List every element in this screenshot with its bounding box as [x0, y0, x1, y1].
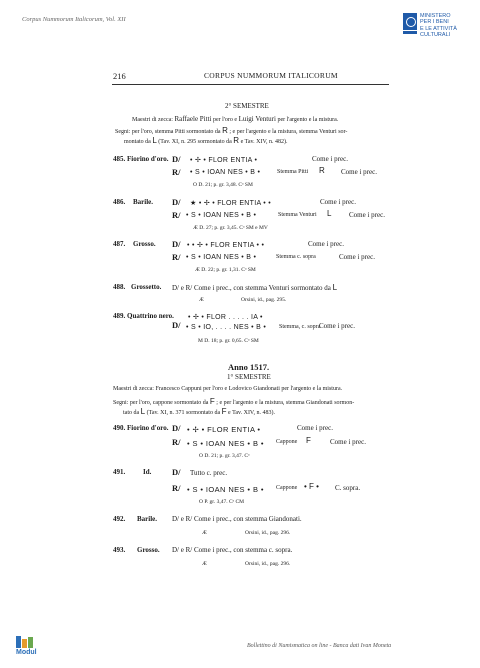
page-number: 216 [113, 71, 126, 81]
reverse-mark: L [327, 209, 332, 218]
entry-492-text: D/ e R/ Come i prec., con stemma Giandonati. [172, 515, 302, 523]
reverse-mark: R [319, 166, 325, 175]
reverse-note: Stemma Pitti [277, 169, 309, 175]
year-masters: Maestri di zecca: Francesco Cappuni per l'oro e Lodovico Giandonati per l'argento e la mistura. [113, 386, 343, 392]
signs-text: ; e per l'argento e la mistura, stemma Venturi sor- [229, 129, 348, 135]
coin-meta: O P. gr. 3,47. Cᵃ CM [199, 499, 245, 505]
entry-489 [113, 312, 174, 320]
signs-text: e Tav. XIV, n. 483). [228, 410, 275, 416]
obverse-note: Come i prec. [312, 155, 348, 163]
obverse-glyph: D/ [172, 423, 181, 433]
logo-line: CULTURALI [420, 31, 451, 38]
coin-metal: Æ [202, 561, 207, 567]
entry-number: 488. [113, 283, 126, 291]
reverse-glyph: R/ [172, 167, 181, 177]
year-title: Anno 1517. [228, 362, 270, 372]
coin-name: Fiorino d'oro. [127, 155, 169, 163]
coin-reference: Orsini, id., pag. 295. [241, 297, 287, 303]
sign-mark: L [152, 136, 157, 145]
footer-caption: Bollettino di Numismatica on line - Banca dati Ivan Moneta [247, 643, 392, 649]
entry-485 [113, 155, 168, 163]
sign-mark: F [209, 397, 215, 406]
sign-mark: F [221, 407, 227, 416]
coin-meta: Æ D. 27; p. gr. 3,45. Cᵃ SM e MV [193, 225, 268, 231]
obverse-note: Come i prec. [297, 424, 333, 432]
sign-mark: R [222, 126, 228, 135]
coin-name: Grossetto. [131, 283, 162, 291]
reverse-glyph: R/ [172, 252, 181, 262]
entry-493-text: D/ e R/ Come i prec., con stemma c. sopra. [172, 546, 293, 554]
signs-text: (Tav. XI, n. 371 sormontato da [146, 410, 221, 416]
entry-number: 486. [113, 198, 126, 206]
masters-text: per l'argento e la mistura. [277, 117, 339, 123]
entry-number: 485. [113, 155, 126, 163]
coin-name: Fiorino d'oro. [127, 424, 169, 432]
coin-name: Quattrino nero. [127, 312, 174, 320]
masters-line [132, 115, 338, 123]
signs-text: tato da [123, 410, 140, 416]
logo-band [403, 31, 417, 34]
year-semester: 1° SEMESTRE [227, 373, 271, 381]
reverse-legend: • S • IOAN NES • B • [186, 212, 257, 219]
sign-mark: L [332, 283, 338, 292]
logo-line: MINISTERO [420, 13, 451, 19]
reverse-note: Cappone [276, 439, 298, 445]
signs-text: ; e per l'argento e la mistura, stemma Giandonati sormon- [216, 400, 355, 406]
coin-meta: M D. 18; p. gr. 0,65. Cᵃ SM [198, 338, 259, 344]
obverse-note: Come i prec. [308, 240, 344, 248]
logo-text: Modul [16, 649, 37, 656]
entry-number: 490. [113, 424, 126, 432]
entry-number: 491. [113, 468, 126, 476]
signs-text: montato da [124, 139, 151, 145]
coin-metal: Æ [199, 297, 204, 303]
reverse-legend: • S • IOAN NES • B • [186, 254, 257, 261]
reverse-note-2: Come i prec. [349, 211, 385, 219]
reverse-note-2: Come i prec. [339, 253, 375, 261]
signs-text: Segni: per l'oro, stemma Pitti sormontato da [115, 129, 221, 135]
masters-label: Maestri di zecca: [132, 117, 173, 123]
entry-text: D/ e R/ Come i prec., con stemma Venturi sormontato da [172, 284, 331, 292]
coin-meta: Æ D. 22; p. gr. 1,31. Cᵃ SM [195, 267, 256, 273]
header-rule [112, 84, 389, 85]
coin-reference: Orsini, id., pag. 296. [245, 530, 291, 536]
signs-line-1 [115, 126, 347, 135]
reverse-glyph: R/ [172, 437, 181, 447]
reverse-note: Stemma Venturi [278, 212, 317, 218]
sign-mark: L [140, 407, 146, 416]
master-name: Raffaele Pitti [174, 115, 212, 123]
coin-name: Id. [143, 468, 152, 476]
obverse-legend: • ✢ • FLOR ENTIA • [190, 157, 258, 164]
journal-title: Corpus Nummorum Italicorum, Vol. XII [22, 16, 126, 23]
coin-metal: Æ [202, 530, 207, 536]
entry-491 [113, 468, 151, 476]
signs-text: Segni: per l'oro, cappone sormontato da [113, 400, 209, 406]
modul-logo [16, 636, 46, 660]
logo-bar [28, 637, 33, 648]
signs-text: (Tav. XI, n. 295 sormontato da [158, 139, 232, 145]
logo-line: E LE ATTIVITÀ [420, 25, 457, 32]
entry-488 [113, 283, 161, 291]
reverse-legend: • S • IOAN NES • B • [187, 439, 264, 448]
ministry-logo [403, 13, 473, 41]
reverse-note: Stemma, c. sopra [279, 324, 321, 330]
reverse-note: Cappone [276, 485, 298, 491]
entry-486 [113, 198, 153, 206]
entry-490 [113, 424, 168, 432]
year-signs-line-1 [113, 397, 354, 406]
entry-number: 487. [113, 240, 126, 248]
coin-name: Barile. [137, 515, 158, 523]
obverse-glyph: D/ [172, 154, 181, 164]
reverse-legend: • S • IO, . . . . NES • B • [186, 324, 267, 331]
obverse-legend: • • ✢ • FLOR ENTIA • • [187, 242, 265, 249]
coin-meta: O D. 21; p. gr. 3,47. Cᵃ [199, 453, 250, 459]
reverse-note-2: Come i prec. [330, 438, 366, 446]
reverse-legend: • S • IOAN NES • B • [187, 485, 264, 494]
obverse-glyph: D/ [172, 239, 181, 249]
obverse-legend: • ✢ • FLOR ENTIA • [187, 425, 261, 434]
sign-mark: R [233, 136, 240, 145]
signs-line-2 [124, 136, 288, 145]
coin-name: Barile. [133, 198, 154, 206]
reverse-glyph: R/ [172, 483, 181, 493]
signs-text: e Tav. XIV, n. 482). [240, 139, 288, 145]
reverse-note-2: C. sopra. [335, 484, 361, 492]
obverse-glyph: D/ [172, 197, 181, 207]
obverse-note: Come i prec. [320, 198, 356, 206]
entry-number: 492. [113, 515, 126, 523]
masters-text: per l'oro e [212, 117, 238, 123]
logo-bar [22, 639, 27, 648]
obverse-glyph: D/ [172, 467, 181, 477]
entry-487 [113, 240, 156, 248]
year-signs-line-2 [123, 407, 275, 416]
reverse-glyph: R/ [172, 210, 181, 220]
entry-number: 489. [113, 312, 126, 320]
obverse-legend: • ✢ • FLOR . . . . . IA • [188, 314, 263, 321]
reverse-note: Stemma c. sopra [276, 254, 316, 260]
coin-name: Grosso. [137, 546, 160, 554]
entry-number: 493. [113, 546, 126, 554]
semester-title: 2° SEMESTRE [225, 102, 269, 110]
coin-reference: Orsini, id., pag. 296. [245, 561, 291, 567]
logo-line: PER I BENI [420, 19, 449, 26]
reverse-legend: • S • IOAN NES • B • [190, 169, 261, 176]
ministry-logo-text [420, 13, 457, 38]
reverse-note-2: Come i prec. [341, 168, 377, 176]
logo-bar [16, 636, 21, 648]
reverse-mark: • F • [304, 482, 319, 491]
running-head: CORPUS NUMMORUM ITALICORUM [204, 71, 338, 80]
entry-488-text [172, 283, 337, 292]
obverse-note: Tutto c. prec. [190, 469, 228, 477]
master-name: Luigi Venturi [238, 115, 276, 123]
obverse-note: Come i prec. [319, 322, 355, 330]
reverse-mark: F [306, 436, 311, 445]
coin-meta: O D. 21; p. gr. 3,48. Cᵃ SM [193, 182, 253, 188]
entry-493 [113, 546, 160, 554]
ministry-emblem-icon [403, 13, 417, 30]
entry-492 [113, 515, 157, 523]
obverse-legend: ★ • ✢ • FLOR ENTIA • • [190, 200, 272, 207]
obverse-glyph: D/ [172, 320, 181, 330]
coin-name: Grosso. [133, 240, 156, 248]
